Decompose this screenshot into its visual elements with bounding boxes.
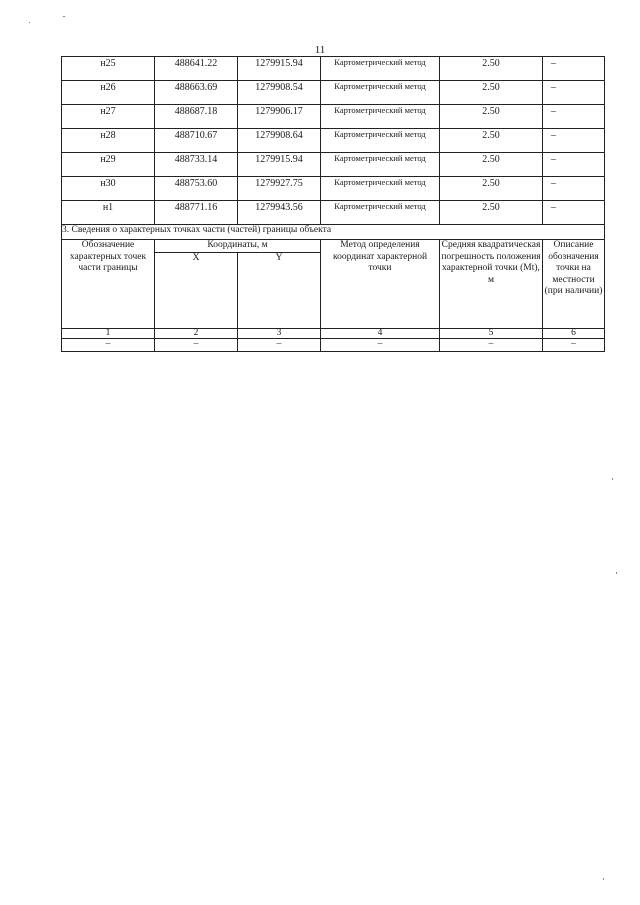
error-cell: 2.50 [440, 201, 543, 225]
header-row [62, 240, 605, 253]
point-name: н29 [62, 153, 155, 177]
header-method: Метод определения координат характерной точки [321, 240, 440, 329]
table-row [62, 129, 605, 153]
column-numbers-row [62, 329, 605, 339]
table-row [62, 153, 605, 177]
method-cell: Картометрический метод [321, 81, 440, 105]
table-row [62, 105, 605, 129]
empty-cell: – [321, 339, 440, 352]
coord-x: 488753.60 [155, 177, 238, 201]
point-name: н25 [62, 57, 155, 81]
coord-x: 488663.69 [155, 81, 238, 105]
column-number: 3 [238, 329, 321, 339]
coord-x: 488771.16 [155, 201, 238, 225]
scan-speck [612, 478, 613, 480]
empty-cell: – [62, 339, 155, 352]
coord-x: 488733.14 [155, 153, 238, 177]
header-y: Y [238, 253, 321, 329]
coord-x: 488710.67 [155, 129, 238, 153]
column-number: 1 [62, 329, 155, 339]
description-cell: – [543, 177, 605, 201]
error-cell: 2.50 [440, 81, 543, 105]
description-cell: – [543, 129, 605, 153]
table-row [62, 177, 605, 201]
coord-y: 1279915.94 [238, 153, 321, 177]
point-name: н30 [62, 177, 155, 201]
table-row [62, 201, 605, 225]
error-cell: 2.50 [440, 105, 543, 129]
error-cell: 2.50 [440, 153, 543, 177]
empty-cell: – [440, 339, 543, 352]
table-row [62, 339, 605, 352]
description-cell: – [543, 57, 605, 81]
empty-cell: – [238, 339, 321, 352]
coord-x: 488687.18 [155, 105, 238, 129]
scan-speck [29, 22, 30, 23]
point-name: н27 [62, 105, 155, 129]
coord-y: 1279908.54 [238, 81, 321, 105]
method-cell: Картометрический метод [321, 177, 440, 201]
boundary-points-table [61, 56, 605, 352]
point-name: н1 [62, 201, 155, 225]
coord-y: 1279906.17 [238, 105, 321, 129]
table-row [62, 81, 605, 105]
section-title: 3. Сведения о характерных точках части (частей) границы объекта [62, 225, 605, 240]
empty-cell: – [543, 339, 605, 352]
scan-speck [63, 16, 65, 17]
scan-speck [616, 572, 617, 574]
header-designation: Обозначение характерных точек части границы [62, 240, 155, 329]
coord-y: 1279915.94 [238, 57, 321, 81]
section-title-row [62, 225, 605, 240]
error-cell: 2.50 [440, 57, 543, 81]
description-cell: – [543, 105, 605, 129]
page-number: 11 [314, 44, 326, 56]
method-cell: Картометрический метод [321, 153, 440, 177]
description-cell: – [543, 201, 605, 225]
description-cell: – [543, 153, 605, 177]
header-description: Описание обозначения точки на местности (при наличии) [543, 240, 605, 329]
column-number: 5 [440, 329, 543, 339]
description-cell: – [543, 81, 605, 105]
method-cell: Картометрический метод [321, 201, 440, 225]
point-name: н26 [62, 81, 155, 105]
coord-x: 488641.22 [155, 57, 238, 81]
point-name: н28 [62, 129, 155, 153]
method-cell: Картометрический метод [321, 129, 440, 153]
header-error: Средняя квадратическая погрешность положения характерной точки (Mt), м [440, 240, 543, 329]
coord-y: 1279908.64 [238, 129, 321, 153]
coord-y: 1279927.75 [238, 177, 321, 201]
column-number: 2 [155, 329, 238, 339]
method-cell: Картометрический метод [321, 105, 440, 129]
coord-y: 1279943.56 [238, 201, 321, 225]
scan-speck [603, 878, 604, 880]
empty-cell: – [155, 339, 238, 352]
header-x: X [155, 253, 238, 329]
table-row [62, 57, 605, 81]
method-cell: Картометрический метод [321, 57, 440, 81]
column-number: 4 [321, 329, 440, 339]
header-coordinates: Координаты, м [155, 240, 321, 253]
column-number: 6 [543, 329, 605, 339]
error-cell: 2.50 [440, 129, 543, 153]
error-cell: 2.50 [440, 177, 543, 201]
